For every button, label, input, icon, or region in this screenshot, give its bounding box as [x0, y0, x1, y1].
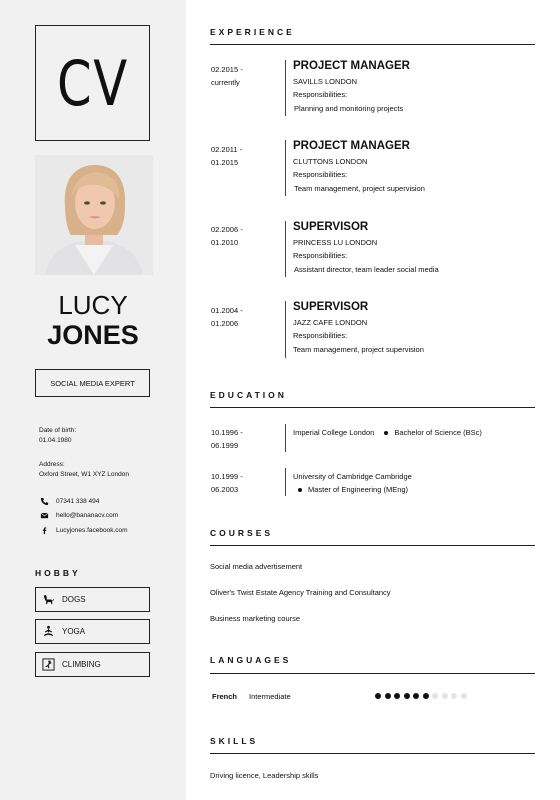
- job-4-title: SUPERVISOR: [293, 301, 369, 313]
- language-name: French: [212, 692, 238, 701]
- address-value: Oxford Street, W1 XYZ London: [39, 471, 129, 478]
- job-4-rule: [285, 301, 286, 358]
- bullet-icon: [298, 488, 302, 492]
- email-text: hello@bananacv.com: [56, 511, 119, 519]
- job-3-resp: Assistant director, team leader social media: [294, 265, 439, 274]
- job-4-date-end: 01.2006: [211, 319, 239, 328]
- dob-label: Date of birth:: [39, 427, 77, 434]
- job-3-resp-label: Responsibilities:: [293, 251, 348, 260]
- job-2-title: PROJECT MANAGER: [293, 140, 410, 152]
- job-2-date-start: 02.2011 -: [211, 145, 243, 154]
- first-name: LUCY: [58, 290, 128, 320]
- last-name: JONES: [47, 320, 139, 350]
- job-title-badge: [35, 369, 150, 397]
- edu-1-row: [293, 426, 482, 439]
- bullet-icon: [384, 431, 388, 435]
- courses-heading: COURSES: [210, 528, 274, 538]
- languages-heading: LANGUAGES: [210, 655, 292, 665]
- climbing-icon: [41, 658, 55, 672]
- job-1-date-end: currently: [211, 78, 240, 87]
- rating-dot-filled: [423, 693, 429, 699]
- edu-1-degree: Bachelor of Science (BSc): [394, 428, 482, 437]
- hobby-heading: HOBBY: [35, 568, 81, 578]
- facebook-icon: [39, 525, 49, 535]
- job-1-company: SAVILLS LONDON: [293, 77, 358, 86]
- rating-dot-empty: [461, 693, 467, 699]
- job-4-resp: Team management, project supervision: [293, 345, 424, 354]
- edu-1-date-start: 10.1996 -: [211, 428, 243, 437]
- job-2-rule: [285, 140, 286, 196]
- hobby-label-yoga: YOGA: [62, 627, 86, 636]
- job-1-resp: Planning and monitoring projects: [294, 104, 404, 113]
- phone-icon: [39, 496, 49, 506]
- edu-2-degree-row: [288, 483, 408, 496]
- hobby-item-climbing: [35, 652, 150, 677]
- contact-phone[interactable]: [39, 496, 99, 506]
- rating-dot-empty: [432, 693, 438, 699]
- skills-text: Driving licence, Leadership skills: [210, 771, 319, 780]
- edu-2-rule: [285, 468, 286, 496]
- mail-icon: [39, 510, 49, 520]
- rating-dot-filled: [413, 693, 419, 699]
- address-label: Address:: [39, 461, 65, 468]
- language-level: Intermediate: [249, 692, 291, 701]
- dog-icon: [41, 593, 55, 607]
- contact-facebook[interactable]: [39, 525, 128, 535]
- language-rating: [375, 693, 470, 699]
- contact-email[interactable]: [39, 510, 118, 520]
- yoga-icon: [41, 625, 55, 639]
- rating-dot-filled: [404, 693, 410, 699]
- job-1-date-start: 02.2015 -: [211, 65, 243, 74]
- experience-heading: EXPERIENCE: [210, 27, 295, 37]
- course-3: Business marketing course: [210, 614, 301, 623]
- job-2-date-end: 01.2015: [211, 158, 239, 167]
- edu-1-date-end: 06.1999: [211, 441, 239, 450]
- rating-dot-filled: [394, 693, 400, 699]
- hobby-label-climbing: CLIMBING: [62, 660, 101, 669]
- skills-heading: SKILLS: [210, 736, 259, 746]
- sidebar: [0, 0, 186, 800]
- dob-value: 01.04.1980: [39, 437, 72, 444]
- job-2-resp: Team management, project supervision: [294, 184, 425, 193]
- job-1-resp-label: Responsibilities:: [293, 90, 348, 99]
- rating-dot-filled: [385, 693, 391, 699]
- hobby-item-yoga: [35, 619, 150, 644]
- courses-divider: [210, 545, 535, 546]
- facebook-text: Lucyjones.facebook.com: [56, 526, 128, 534]
- job-1-rule: [285, 60, 286, 116]
- experience-divider: [210, 44, 535, 45]
- job-title-text: SOCIAL MEDIA EXPERT: [50, 378, 135, 388]
- phone-text: 07341 338 494: [56, 497, 100, 505]
- skills-divider: [210, 753, 535, 754]
- job-3-rule: [285, 221, 286, 277]
- hobby-label-dogs: DOGS: [62, 595, 86, 604]
- job-4-company: JAZZ CAFE LONDON: [293, 318, 368, 327]
- rating-dot-empty: [442, 693, 448, 699]
- course-2: Oliver's Twist Estate Agency Training and Consultancy: [210, 588, 391, 597]
- edu-2-date-start: 10.1999 -: [211, 472, 243, 481]
- edu-2-degree: Master of Engineering (MEng): [308, 485, 409, 494]
- rating-dot-empty: [451, 693, 457, 699]
- edu-2-date-end: 06.2003: [211, 485, 239, 494]
- monogram-box: [35, 25, 150, 141]
- monogram: CV: [56, 46, 129, 120]
- job-4-date-start: 01.2004 -: [211, 306, 243, 315]
- job-3-company: PRINCESS LU LONDON: [293, 238, 378, 247]
- portrait-image: [35, 155, 153, 275]
- education-heading: EDUCATION: [210, 390, 287, 400]
- education-divider: [210, 407, 535, 408]
- job-3-date-end: 01.2010: [211, 238, 239, 247]
- hobby-item-dogs: [35, 587, 150, 612]
- rating-dot-filled: [375, 693, 381, 699]
- job-1-title: PROJECT MANAGER: [293, 60, 410, 72]
- job-2-company: CLUTTONS LONDON: [293, 157, 368, 166]
- profile-photo: [35, 155, 153, 275]
- languages-divider: [210, 673, 535, 674]
- edu-1-school: Imperial College London: [293, 428, 375, 437]
- job-3-date-start: 02.2006 -: [211, 225, 243, 234]
- job-4-resp-label: Responsibilities:: [293, 331, 348, 340]
- job-3-title: SUPERVISOR: [293, 221, 369, 233]
- edu-1-rule: [285, 424, 286, 452]
- course-1: Social media advertisement: [210, 562, 303, 571]
- edu-2-school: University of Cambridge Cambridge: [293, 472, 412, 481]
- job-2-resp-label: Responsibilities:: [293, 170, 348, 179]
